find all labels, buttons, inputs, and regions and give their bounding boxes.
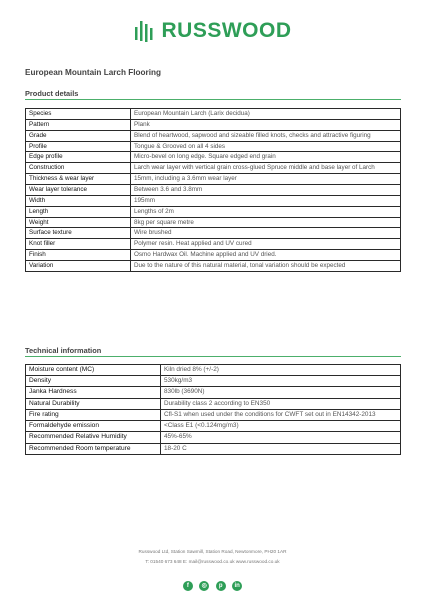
- row-value: Wire brushed: [131, 228, 401, 239]
- row-label: Edge profile: [26, 152, 131, 163]
- row-label: Construction: [26, 163, 131, 174]
- table-row: [26, 130, 401, 141]
- linkedin-icon[interactable]: in: [232, 581, 242, 591]
- document-title: European Mountain Larch Flooring: [25, 68, 162, 77]
- row-value: 45%-65%: [161, 432, 401, 443]
- table-row: [26, 239, 401, 250]
- row-value: 18-20 C: [161, 443, 401, 454]
- row-value: Plank: [131, 119, 401, 130]
- row-label: Density: [26, 376, 161, 387]
- table-row: [26, 261, 401, 272]
- social-links: [0, 574, 425, 592]
- table-row: [26, 195, 401, 206]
- table-row: [26, 398, 401, 409]
- row-value: Due to the nature of this natural material, tonal variation should be expected: [131, 261, 401, 272]
- row-value: 830lb (3690N): [161, 387, 401, 398]
- row-value: 195mm: [131, 195, 401, 206]
- footer-contact: T: 01540 673 648 E: mail@russwood.co.uk www.russwood.co.uk: [145, 559, 280, 564]
- table-row: [26, 109, 401, 120]
- row-label: Wear layer tolerance: [26, 185, 131, 196]
- table-row: [26, 141, 401, 152]
- row-value: Cfl-S1 when used under the conditions for CWFT set out in EN14342-2013: [161, 409, 401, 420]
- table-row: [26, 152, 401, 163]
- brand-logo: [0, 18, 425, 49]
- row-label: Species: [26, 109, 131, 120]
- row-label: Formaldehyde emission: [26, 421, 161, 432]
- table-row: [26, 217, 401, 228]
- row-value: 8kg per square metre: [131, 217, 401, 228]
- row-label: Grade: [26, 130, 131, 141]
- row-label: Moisture content (MC): [26, 365, 161, 376]
- row-value: Polymer resin. Heat applied and UV cured: [131, 239, 401, 250]
- row-value: Kiln dried 8% (+/-2): [161, 365, 401, 376]
- row-label: Natural Durability: [26, 398, 161, 409]
- technical-information-table: [25, 364, 401, 455]
- table-row: [26, 119, 401, 130]
- row-label: Width: [26, 195, 131, 206]
- row-label: Thickness & wear layer: [26, 174, 131, 185]
- table-row: [26, 432, 401, 443]
- table-row: [26, 185, 401, 196]
- row-label: Surface texture: [26, 228, 131, 239]
- row-value: 15mm, including a 3.6mm wear layer: [131, 174, 401, 185]
- footer-address: Russwood Ltd, Station Sawmill, Station Road, Newtonmore, PH20 1AR: [138, 549, 287, 554]
- row-label: Profile: [26, 141, 131, 152]
- row-label: Pattern: [26, 119, 131, 130]
- table-row: [26, 206, 401, 217]
- row-label: Fire rating: [26, 409, 161, 420]
- row-label: Weight: [26, 217, 131, 228]
- russwood-logo-mark-icon: [134, 18, 156, 44]
- row-label: Recommended Relative Humidity: [26, 432, 161, 443]
- row-value: Between 3.6 and 3.8mm: [131, 185, 401, 196]
- table-row: [26, 387, 401, 398]
- row-value: Blend of heartwood, sapwood and sizeable filled knots, checks and attractive figuring: [131, 130, 401, 141]
- table-row: [26, 174, 401, 185]
- row-value: Tongue & Grooved on all 4 sides: [131, 141, 401, 152]
- row-label: Length: [26, 206, 131, 217]
- row-label: Finish: [26, 250, 131, 261]
- pinterest-icon[interactable]: p: [216, 581, 226, 591]
- table-row: [26, 163, 401, 174]
- row-value: 530kg/m3: [161, 376, 401, 387]
- section-divider: [25, 99, 401, 100]
- table-row: [26, 409, 401, 420]
- row-label: Variation: [26, 261, 131, 272]
- brand-name: RUSSWOOD: [161, 19, 292, 42]
- product-details-heading: Product details: [25, 89, 79, 98]
- section-divider: [25, 356, 401, 357]
- row-value: Lengths of 2m: [131, 206, 401, 217]
- table-row: [26, 365, 401, 376]
- technical-information-heading: Technical information: [25, 346, 102, 355]
- row-value: Larch wear layer with vertical grain cross-glued Spruce middle and base layer of Larch: [131, 163, 401, 174]
- table-row: [26, 228, 401, 239]
- instagram-icon[interactable]: ◎: [199, 581, 209, 591]
- row-label: Janka Hardness: [26, 387, 161, 398]
- facebook-icon[interactable]: f: [183, 581, 193, 591]
- row-value: Micro-bevel on long edge. Square edged end grain: [131, 152, 401, 163]
- row-value: European Mountain Larch (Larix decidua): [131, 109, 401, 120]
- row-value: Osmo Hardwax Oil. Machine applied and UV dried.: [131, 250, 401, 261]
- table-row: [26, 443, 401, 454]
- table-row: [26, 376, 401, 387]
- table-row: [26, 421, 401, 432]
- row-label: Knot filler: [26, 239, 131, 250]
- table-row: [26, 250, 401, 261]
- row-value: <Class E1 (<0.124mg/m3): [161, 421, 401, 432]
- row-value: Durability class 2 according to EN350: [161, 398, 401, 409]
- row-label: Recommended Room temperature: [26, 443, 161, 454]
- product-details-table: [25, 108, 401, 272]
